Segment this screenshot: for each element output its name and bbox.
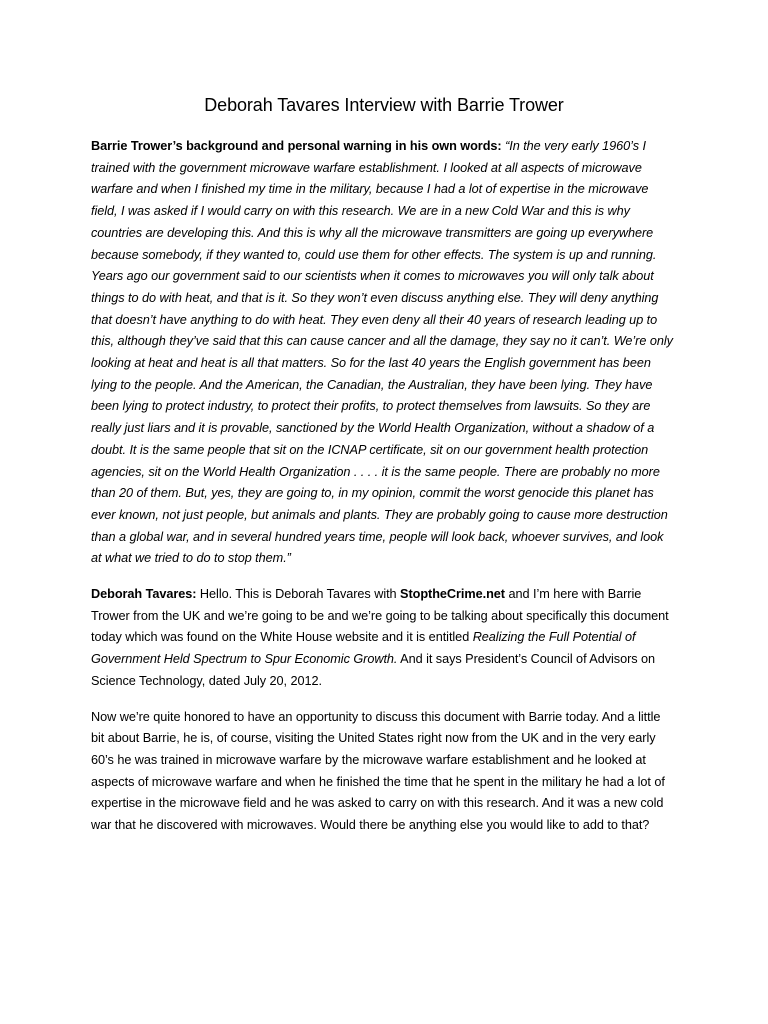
site-name: StoptheCrime.net xyxy=(400,587,505,602)
paragraph-lead: Barrie Trower’s background and personal warning in his own words: xyxy=(91,139,502,153)
paragraph-trower-background xyxy=(91,136,677,570)
speaker-label: Deborah Tavares: xyxy=(91,587,197,602)
intro-text-b: and I’m here with Barrie Trower from the UK and we’re going to be and we’re going to be talking about specifically this document today which was found on the White House website and it is entitled xyxy=(91,587,669,645)
intro-text-c: And it says President’s Council of Advisors on Science Technology, dated July 20, 2012. xyxy=(91,652,656,688)
intro-text-a: Hello. This is Deborah Tavares with xyxy=(196,587,401,602)
document-page xyxy=(91,94,677,851)
paragraph-tavares-intro xyxy=(91,584,677,693)
document-reference-title: Realizing the Full Potential of Government Held Spectrum to Spur Economic Growth. xyxy=(91,630,636,667)
paragraph-tavares-followup: Now we’re quite honored to have an opportunity to discuss this document with Barrie today. And a little bit about Barrie, he is, of course, visiting the United States right now from the UK and in the very early 60’s he was trained in microwave warfare by the microwave warfare establishment and he looked at aspects of microwave warfare and when he finished the time that he spent in the military he had a lot of expertise in the microwave field and he was asked to carry on with this research. And it was a new cold war that he discovered with microwaves. Would there be anything else you would like to add to that? xyxy=(91,709,665,833)
trower-quote: “In the very early 1960’s I trained with the government microwave warfare establishment. I looked at all aspects of microwave warfare and when I finished my time in the military, because I had a lot of expertise in the microwave field, I was asked if I would carry on with this research. We are in a new Cold War and this is why countries are developing this. And this is why all the microwave transmitters are going up everywhere because somebody, if they wanted to, could use them for other effects. The system is up and running. Years ago our government said to our scientists when it comes to microwaves you will only talk about things to do with heat, and that is it. So they won’t even discuss anything else. They will deny anything that doesn’t have anything to do with heat. They even deny all their 40 years of research leading up to this, although they’ve said that this can cause cancer and all the damage, they say no it can’t. We’re only looking at heat and heat is all that matters. So for the last 40 years the English government has been lying to the people. And the American, the Canadian, the Australian, they have been lying. They have been lying to protect industry, to protect their profits, to protect themselves from lawsuits. So they are really just liars and it is provable, sanctioned by the World Health Organization, without a shadow of a doubt. It is the same people that sit on the ICNAP certificate, sit on our government health protection agencies, sit on the World Health Organization . . . . it is the same people. There are probably no more than 20 of them. But, yes, they are going to, in my opinion, commit the worst genocide this planet has ever known, not just people, but animals and plants. They are probably going to cause more destruction than a global war, and in several hundred years time, people will look back, whoever survives, and look at what we tried to do to stop them.” xyxy=(91,139,673,566)
document-title: Deborah Tavares Interview with Barrie Trower xyxy=(204,95,564,115)
